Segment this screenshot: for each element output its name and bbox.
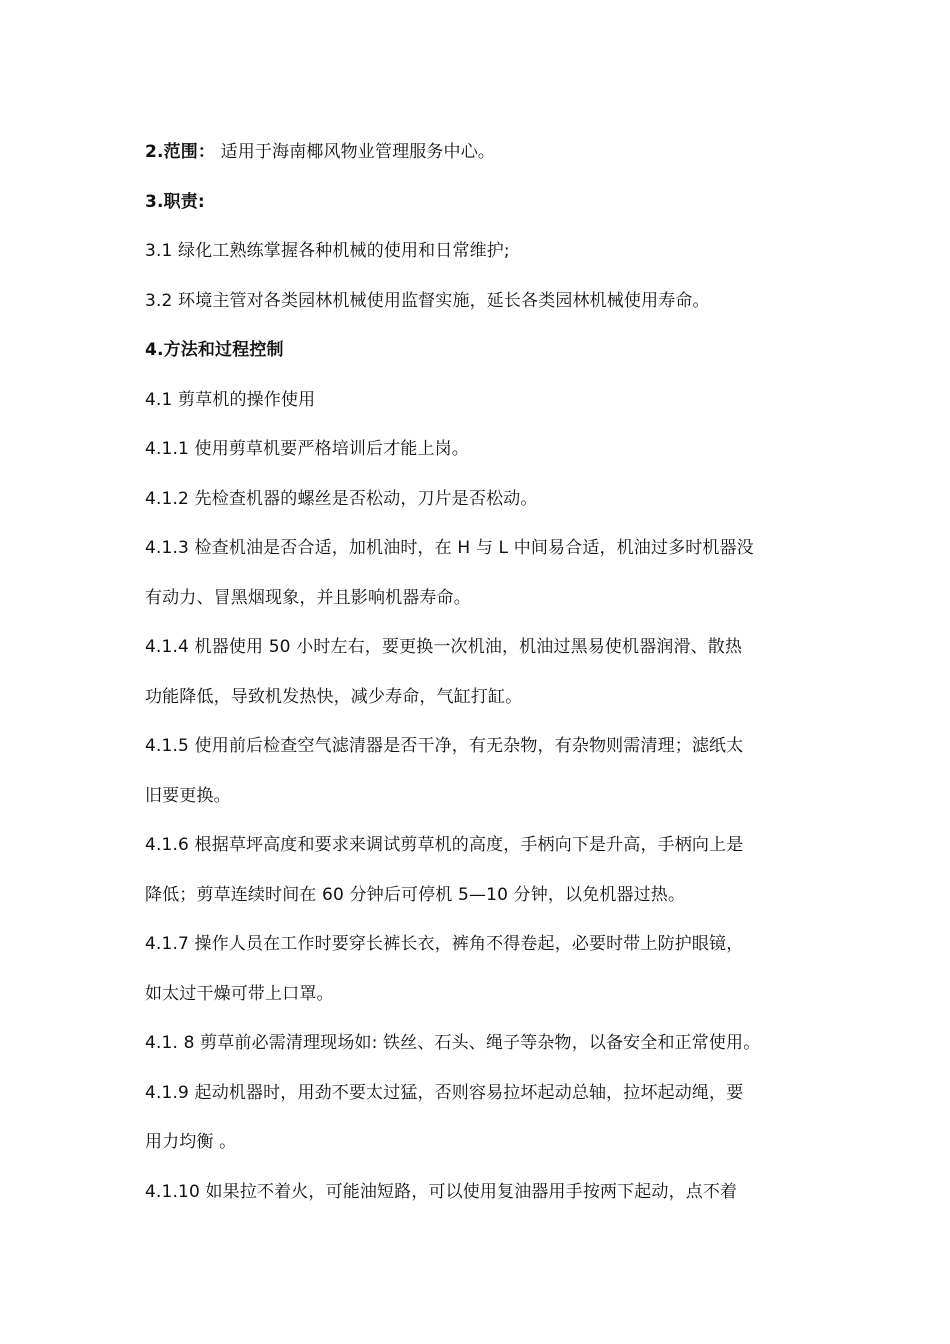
paragraph-line: 4.1.10 如果拉不着火，可能油短路，可以使用复油器用手按两下起动，点不着 [145, 1181, 738, 1202]
paragraph-line: 旧要更换。 [145, 785, 231, 806]
scope-text: 适用于海南椰风物业管理服务中心。 [215, 142, 495, 162]
paragraph-line: 4.1.3 检查机油是否合适，加机油时，在 H 与 L 中间易合适，机油过多时机器没 [145, 538, 754, 558]
subheading-line: 4.1 剪草机的操作使用 [145, 389, 316, 410]
paragraph-line: 如太过干燥可带上口罩。 [145, 983, 334, 1004]
paragraph-line: 4.1.6 根据草坪高度和要求来调试剪草机的高度，手柄向下是升高，手柄向上是 [145, 835, 744, 855]
paragraph-line: 4.1. 8 剪草前必需清理现场如: 铁丝、石头、绳子等杂物，以备安全和正常使用。 [145, 1033, 761, 1053]
paragraph-line: 4.1.2 先检查机器的螺丝是否松动，刀片是否松动。 [145, 488, 538, 509]
paragraph-line: 有动力、冒黑烟现象，并且影响机器寿命。 [145, 587, 471, 608]
paragraph-line: 用力均衡 。 [145, 1132, 237, 1152]
paragraph-line: 4.1.4 机器使用 50 小时左右，要更换一次机油，机油过黑易使机器润滑、散热 [145, 637, 743, 657]
responsibilities-heading: 3.职责: [145, 191, 205, 212]
paragraph-line: 4.1.7 操作人员在工作时要穿长裤长衣，裤角不得卷起，必要时带上防护眼镜， [145, 934, 744, 954]
document-body [145, 136, 820, 1225]
paragraph-line: 功能降低，导致机发热快，减少寿命，气缸打缸。 [145, 686, 523, 707]
paragraph-line: 降低；剪草连续时间在 60 分钟后可停机 5—10 分钟，以免机器过热。 [145, 884, 686, 905]
paragraph-line: 3.1 绿化工熟练掌握各种机械的使用和日常维护; [145, 241, 510, 261]
scope-label: 2.范围： [145, 142, 216, 162]
method-heading: 4.方法和过程控制 [145, 340, 284, 360]
scope-line [145, 136, 820, 186]
paragraph-line: 4.1.1 使用剪草机要严格培训后才能上岗。 [145, 439, 469, 459]
paragraph-line: 4.1.5 使用前后检查空气滤清器是否干净，有无杂物，有杂物则需清理；滤纸太 [145, 736, 744, 756]
paragraph-line: 4.1.9 起动机器时，用劲不要太过猛，否则容易拉坏起动总轴，拉坏起动绳，要 [145, 1082, 744, 1103]
paragraph-line: 3.2 环境主管对各类园林机械使用监督实施，延长各类园林机械使用寿命。 [145, 290, 710, 311]
